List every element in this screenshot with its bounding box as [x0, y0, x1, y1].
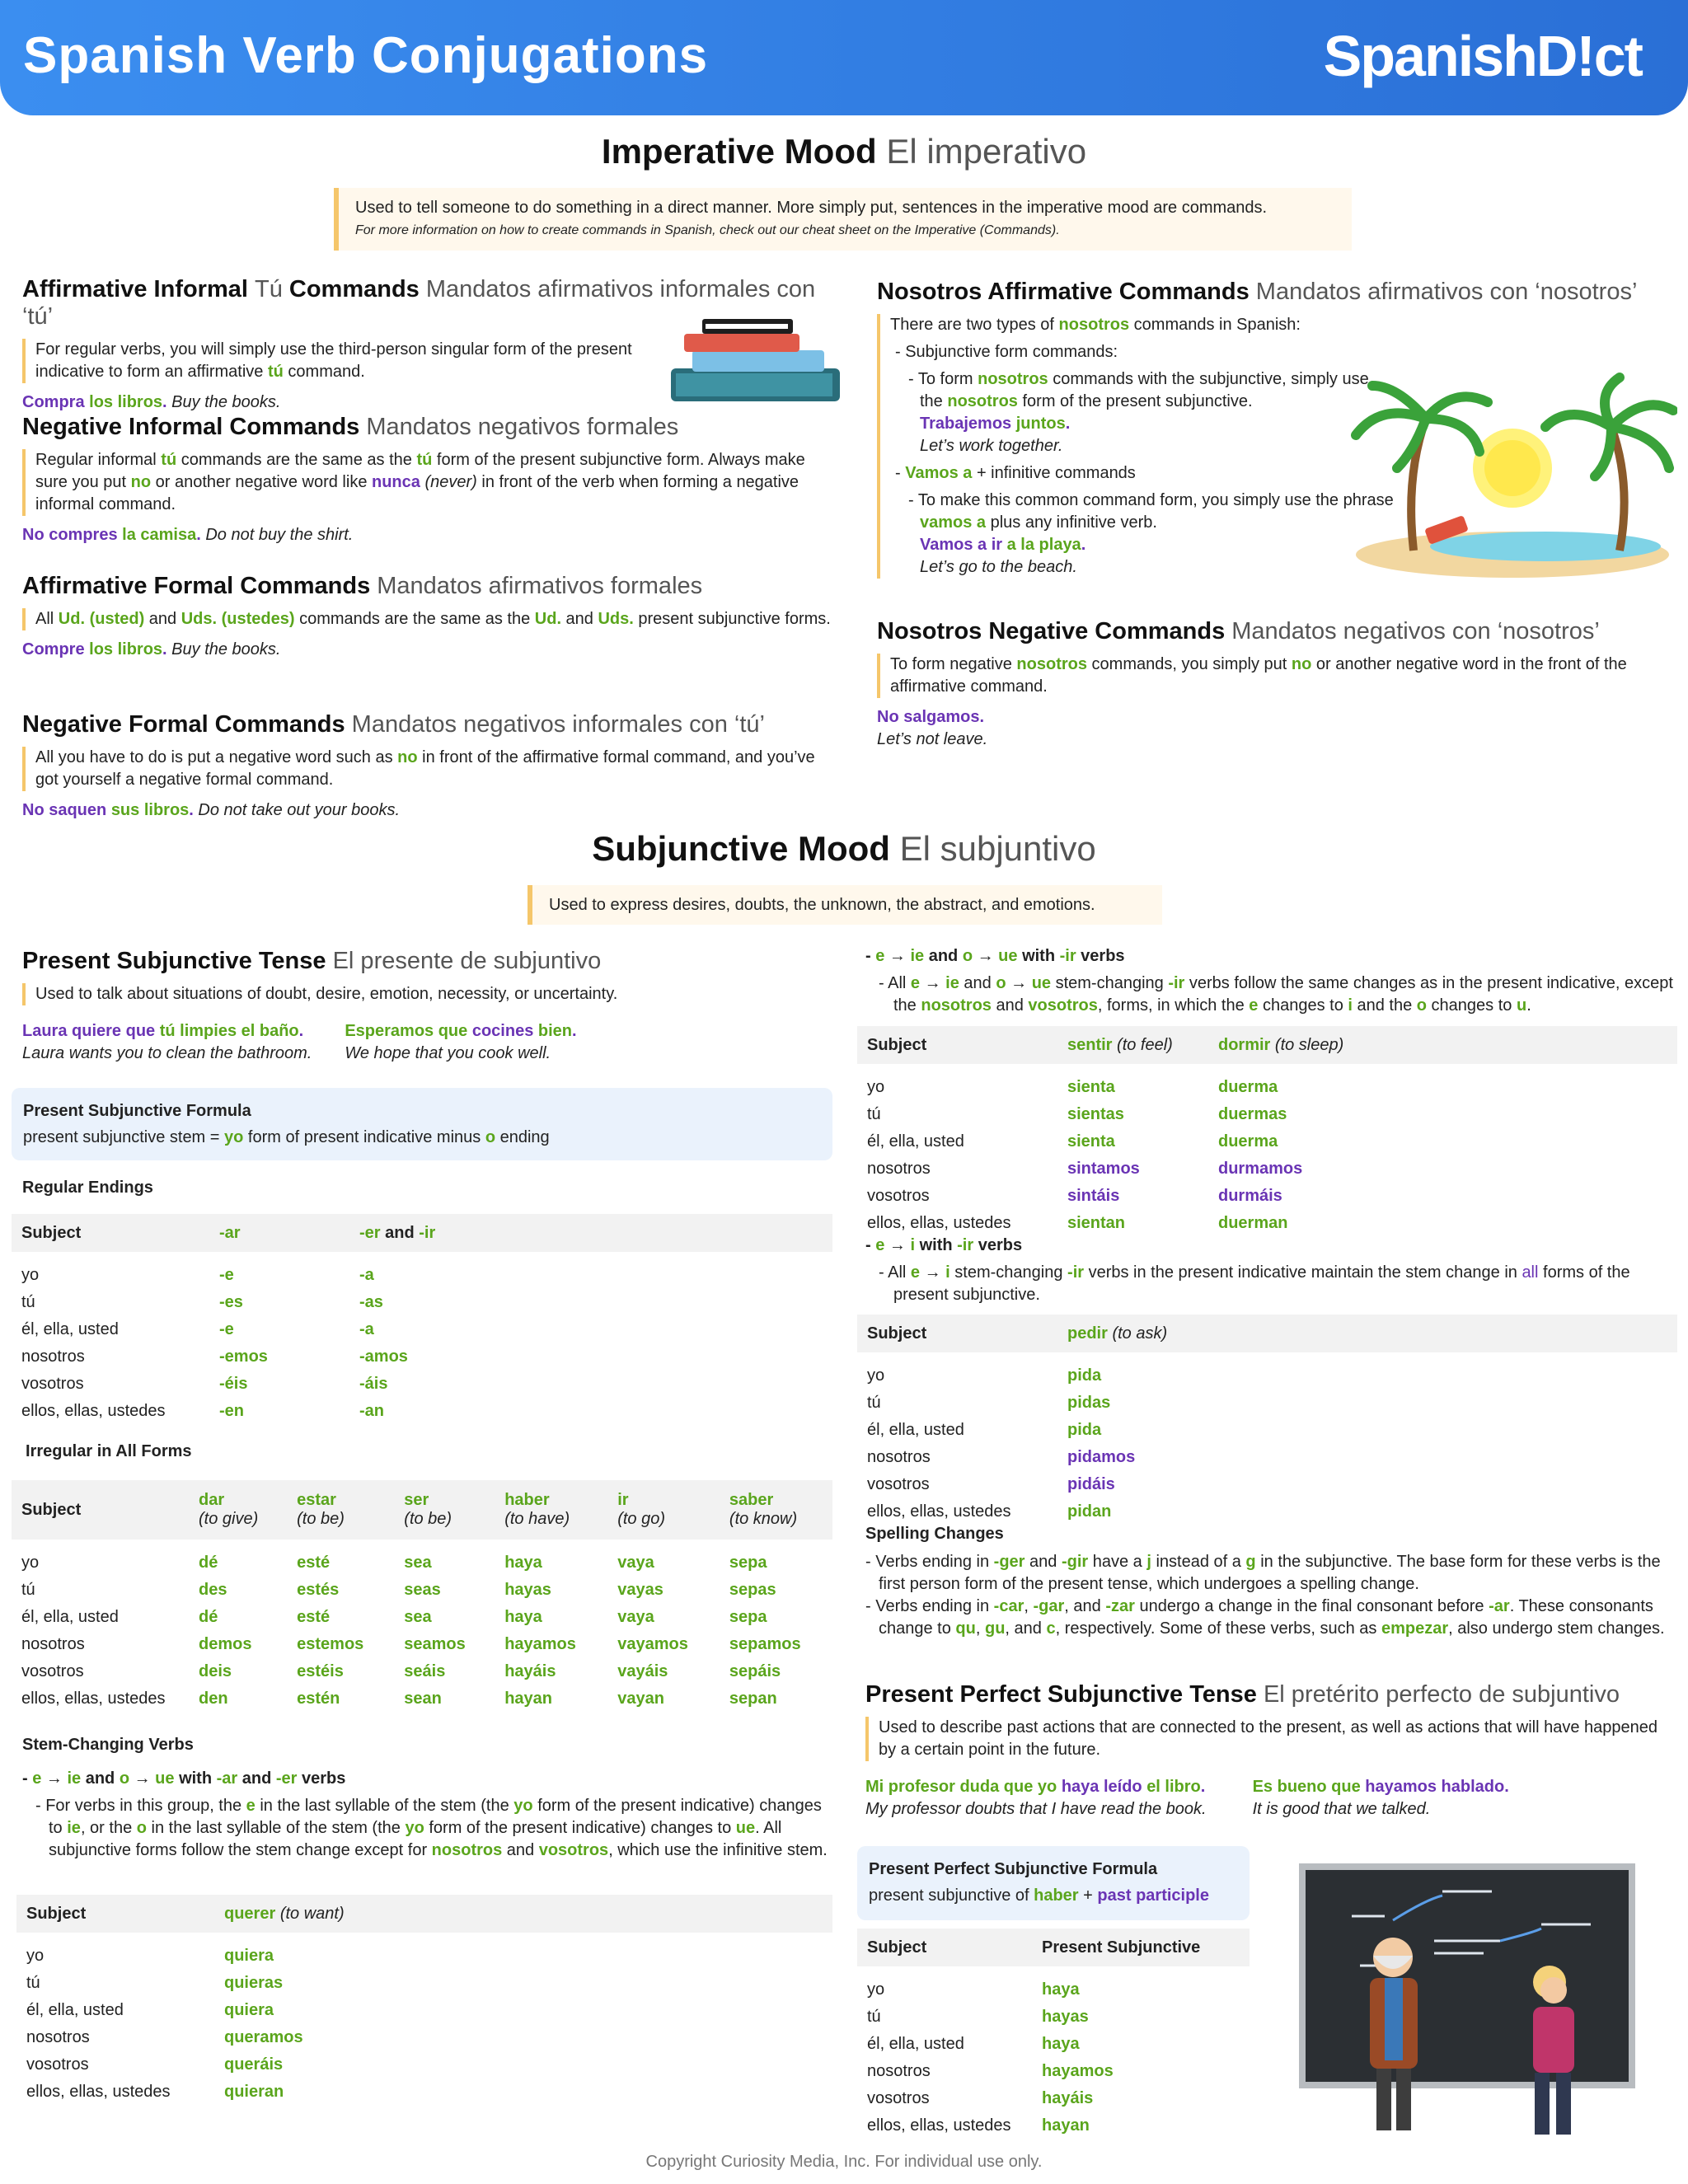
querer-table: Subject querer (to want) yo quiera tú quieras él, ella, usted quiera nosotros queramos vosotros queráis ellos, ellas, ustedes quieran — [16, 1895, 832, 2106]
table-row: tú quieras — [26, 1974, 284, 1992]
table-row: yo -e -a — [21, 1266, 374, 1284]
spelling-changes-label: Spelling Changes — [865, 1525, 1004, 1543]
page-title: Spanish Verb Conjugations — [23, 27, 709, 84]
irregular-table: Subject dar (to give) estar (to be) ser (to be) haber (to have) ir (to go) saber (to know) yo dé esté sea haya vaya sepa tú des estés seas hayas vayas sepas él, ella, usted dé esté sea haya vaya sepa nosotros demos estemos seamos hayamos vayamos sepamos vosotros deis estéis seáis hayáis vayáis sepáis ellos, ellas, ustedes den estén sean hayan vayan sepan — [12, 1480, 832, 1713]
haber-table: Subject Present Subjunctive yo haya tú hayas él, ella, usted haya nosotros hayamos vosotros hayáis ellos, ellas, ustedes hayan — [857, 1929, 1250, 2139]
table-row: ellos, ellas, ustedes sientan duerman — [867, 1214, 1288, 1232]
teacher-blackboard-illustration — [1294, 1858, 1640, 2143]
nosotros-negative-section: Nosotros Negative Commands Mandatos negativos con ‘nosotros’ To form negative nosotros commands, you simply put no or another negative word in the front of the affirmative command. No salgamos. Let’s not leave. — [877, 618, 1676, 751]
table-row: tú sientas duermas — [867, 1105, 1287, 1123]
table-row: yo dé esté sea haya vaya sepa — [21, 1554, 767, 1572]
irregular-label: Irregular in All Forms — [26, 1442, 192, 1460]
sentir-dormir-table: Subject sentir (to feel) dormir (to sleep) yo sienta duerma tú sientas duermas él, ella, usted sienta duerma nosotros sintamos durmamos vosotros sintáis durmáis ellos, ellas, ustedes sientan duerman — [857, 1026, 1677, 1237]
affirmative-formal-section: Affirmative Formal Commands Mandatos afirmativos formales All Ud. (usted) and Uds. (ustedes) commands are the same as the Ud. and Uds. present subjunctive forms. Compre los libros. Buy the books. — [22, 573, 846, 661]
present-subjunctive-formula: Present Subjunctive Formula present subjunctive stem = yo form of present indicative minus o ending — [12, 1088, 832, 1160]
header-bar — [0, 0, 1688, 115]
present-perfect-formula: Present Perfect Subjunctive Formula present subjunctive of haber + past participle — [857, 1846, 1250, 1920]
nosotros-affirmative-section: Nosotros Affirmative Commands Mandatos afirmativos con ‘nosotros’ There are two types of nosotros commands in Spanish: - Subjunctive form commands: - To form nosotros commands with the subjunctive, simply use the nosotros form of the present subjunctive. Trabajemos juntos. Let’s work together. - Vamos a + infinitive commands - To make this common command form, you simply use the phrase vamos a plus any infinitive verb. Vamos a ir a la playa. Let’s go to the beach. — [877, 279, 1676, 587]
table-row: nosotros hayamos — [867, 2062, 1114, 2080]
table-row: yo sienta duerma — [867, 1078, 1278, 1096]
table-row: yo quiera — [26, 1947, 274, 1965]
table-row: tú hayas — [867, 2008, 1089, 2026]
table-row: él, ella, usted pida — [867, 1421, 1102, 1439]
stem-changing-label: Stem-Changing Verbs — [22, 1736, 194, 1754]
present-perfect-section: Present Perfect Subjunctive Tense El pretérito perfecto de subjuntivo Used to describe past actions that are connected to the present, as well as actions that will have happened by a certain point in the future. Mi profesor duda que yo haya leído el libro. My professor doubts that I have read the book. Es bueno que hayamos hablado. It is good that we talked. — [865, 1681, 1673, 1821]
table-row: nosotros sintamos durmamos — [867, 1160, 1303, 1178]
table-row: vosotros -éis -áis — [21, 1375, 388, 1393]
table-row: nosotros queramos — [26, 2028, 303, 2046]
table-row: tú des estés seas hayas vayas sepas — [21, 1581, 776, 1599]
table-row: yo haya — [867, 1980, 1080, 1999]
table-row: ellos, ellas, ustedes pidan — [867, 1502, 1112, 1521]
table-row: nosotros pidamos — [867, 1448, 1136, 1466]
imperative-heading: Imperative Mood El imperativo — [601, 132, 1087, 171]
spanishdict-logo[interactable]: SpanishD!ct — [1323, 24, 1642, 88]
negative-informal-section: Negative Informal Commands Mandatos negativos formales Regular informal tú commands are the same as the tú form of the present subjunctive form. Always make sure you put no or another negative word like nunca (never) in front of the verb when forming a negative informal command. No compres la camisa. Do not buy the shirt. — [22, 414, 846, 546]
ir-stem-change-text: - e → ie and o → ue with -ir verbs - All e → ie and o → ue stem-changing -ir verbs follow the same changes as in the present indicative, except the nosotros and vosotros, forms, in which the e changes to i and the o changes to u. — [865, 947, 1673, 1015]
spelling-changes-text: - Verbs ending in -ger and -gir have a j instead of a g in the subjunctive. The base form for these verbs is the first person form of the present tense, which undergoes a spelling change. - Verbs ending in -car, -gar, and -zar undergo a change in the final consonant before -ar. These consonants change to qu, gu, and c, respectively. Some of these verbs, such as empezar, also undergo stem changes. — [865, 1553, 1665, 1638]
imperative-note: Used to tell someone to do something in a direct manner. More simply put, sentences in the imperative mood are commands. For more information on how to create commands in Spanish, check out our cheat sheet on the Imperative (Commands). — [334, 188, 1352, 251]
beach-illustration — [1348, 369, 1677, 583]
table-row: nosotros -emos -amos — [21, 1347, 408, 1366]
table-row: ellos, ellas, ustedes den estén sean hayan vayan sepan — [21, 1690, 777, 1708]
table-row: tú pidas — [867, 1394, 1111, 1412]
table-row: vosotros pidáis — [867, 1475, 1115, 1493]
e-i-text: - e → i with -ir verbs - All e → i stem-changing -ir verbs in the present indicative maintain the stem change in all forms of the present subjunctive. — [865, 1236, 1630, 1304]
regular-endings-label: Regular Endings — [22, 1179, 153, 1197]
table-row: él, ella, usted dé esté sea haya vaya sepa — [21, 1608, 767, 1626]
table-row: vosotros sintáis durmáis — [867, 1187, 1282, 1205]
table-row: yo pida — [867, 1366, 1102, 1385]
table-row: tú -es -as — [21, 1293, 383, 1311]
table-row: vosotros queráis — [26, 2055, 284, 2074]
table-row: ellos, ellas, ustedes quieran — [26, 2083, 284, 2101]
pedir-table: Subject pedir (to ask) yo pida tú pidas él, ella, usted pida nosotros pidamos vosotros pidáis ellos, ellas, ustedes pidan — [857, 1315, 1677, 1526]
table-row: nosotros demos estemos seamos hayamos vayamos sepamos — [21, 1635, 801, 1653]
table-row: él, ella, usted quiera — [26, 2001, 274, 2019]
subjunctive-note: Used to express desires, doubts, the unknown, the abstract, and emotions. — [528, 885, 1162, 925]
table-row: él, ella, usted -e -a — [21, 1320, 374, 1338]
table-row: él, ella, usted haya — [867, 2035, 1080, 2053]
negative-formal-section: Negative Formal Commands Mandatos negativos informales con ‘tú’ All you have to do is put a negative word such as no in front of the affirmative formal command, and you’ve got yourself a negative formal command. No saquen sus libros. Do not take out your books. — [22, 711, 846, 822]
regular-endings-table: Subject -ar -er and -ir yo -e -a tú -es -as él, ella, usted -e -a nosotros -emos -amos vosotros -éis -áis ellos, ellas, ustedes -en -an — [12, 1214, 832, 1425]
table-row: vosotros deis estéis seáis hayáis vayáis sepáis — [21, 1662, 781, 1680]
table-row: vosotros hayáis — [867, 2089, 1094, 2107]
subjunctive-heading: Subjunctive Mood El subjuntivo — [592, 829, 1096, 868]
table-row: él, ella, usted sienta duerma — [867, 1132, 1278, 1151]
affirmative-informal-section: Affirmative Informal Tú Commands Mandatos afirmativos informales con ‘tú’ For regular verbs, you will simply use the third-person singular form of the present indicative to form an affirmative tú command. Compra los libros. Buy the books. — [22, 276, 816, 411]
books-illustration — [669, 317, 842, 412]
table-row: ellos, ellas, ustedes hayan — [867, 2116, 1090, 2135]
table-row: ellos, ellas, ustedes -en -an — [21, 1402, 384, 1420]
copyright-footer: Copyright Curiosity Media, Inc. For individual use only. — [645, 2153, 1043, 2171]
stem-changing-text: - e → ie and o → ue with -ar and -er verbs - For verbs in this group, the e in the last syllable of the stem (the yo form of the present indicative) changes to ie, or the o in the last syllable of the stem (the yo form of the present indicative) changes to ue. All subjunctive forms follow the stem change except for nosotros and vosotros, which use the infinitive stem. — [22, 1769, 828, 1859]
present-subjunctive-section: Present Subjunctive Tense El presente de subjuntivo Used to talk about situations of doubt, desire, emotion, necessity, or uncertainty. Laura quiere que tú limpies el baño. Laura wants you to clean the bathroom. Esperamos que cocines bien. We hope that you cook well. — [22, 948, 846, 1065]
